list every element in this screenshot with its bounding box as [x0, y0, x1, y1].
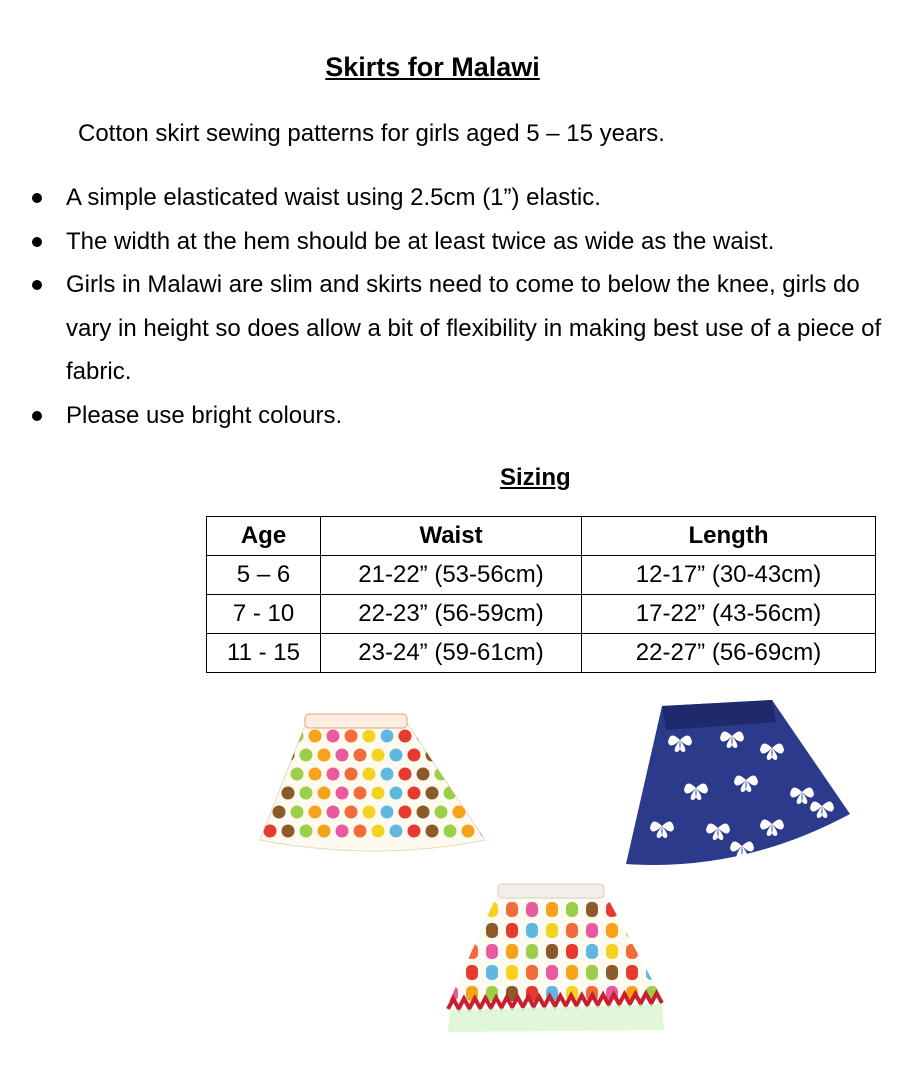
owl-motif	[446, 965, 458, 980]
polka-dot	[363, 730, 376, 743]
polka-dot	[471, 768, 484, 781]
document-title: Skirts for Malawi	[325, 52, 540, 82]
owl-motif	[626, 923, 638, 938]
bullet-text: Girls in Malawi are slim and skirts need to come to below the knee, girls do vary in height so does allow a bit of flexibility in making best use of a piece of fabric.	[66, 271, 882, 385]
polka-dot	[480, 749, 491, 762]
owl-motif	[486, 965, 498, 980]
owl-motif	[466, 902, 478, 917]
owl-motif	[446, 944, 458, 959]
polka-dot	[480, 787, 491, 800]
owl-motif	[566, 965, 578, 980]
polka-dot	[318, 825, 331, 838]
polka-dot	[309, 806, 322, 819]
owl-motif	[586, 902, 598, 917]
polka-dot	[291, 730, 304, 743]
polka-dot	[363, 768, 376, 781]
owl-motif	[626, 944, 638, 959]
polka-dot	[462, 787, 475, 800]
polka-dot	[354, 825, 367, 838]
polka-dot	[291, 768, 304, 781]
bullet-icon	[32, 280, 42, 290]
bullet-text: A simple elasticated waist using 2.5cm (1”) elastic.	[66, 184, 601, 211]
polka-dot-skirt-image	[255, 712, 490, 862]
owl-motif	[626, 902, 638, 917]
polka-dot	[453, 768, 466, 781]
owl-motif	[566, 902, 578, 917]
table-row	[207, 634, 876, 673]
list-item	[30, 394, 890, 438]
polka-dot	[309, 730, 322, 743]
owl-motif	[586, 923, 598, 938]
owl-motif	[606, 923, 618, 938]
polka-dot	[300, 825, 313, 838]
polka-dot	[390, 787, 403, 800]
owl-motif	[446, 923, 458, 938]
bullet-icon	[32, 411, 42, 421]
polka-dot	[399, 806, 412, 819]
owl-motif	[526, 944, 538, 959]
cell-waist: 23-24” (59-61cm)	[321, 634, 582, 673]
sizing-table	[206, 516, 876, 673]
table-header-row	[207, 517, 876, 556]
owl-motif	[486, 923, 498, 938]
polka-dot	[273, 806, 286, 819]
polka-dot	[327, 768, 340, 781]
owl-motif	[466, 965, 478, 980]
polka-dot	[408, 787, 421, 800]
owl-print-skirt-image	[440, 880, 670, 1035]
cell-age: 7 - 10	[207, 595, 321, 634]
polka-dot	[471, 806, 484, 819]
owl-motif	[626, 965, 638, 980]
owl-motif	[566, 923, 578, 938]
polka-dot	[291, 806, 304, 819]
owl-motif	[526, 923, 538, 938]
polka-dot	[327, 730, 340, 743]
owl-motif	[526, 902, 538, 917]
list-item	[30, 176, 890, 220]
table-row	[207, 595, 876, 634]
owl-motif	[506, 965, 518, 980]
owl-motif	[606, 965, 618, 980]
polka-dot	[336, 787, 349, 800]
polka-dot	[345, 806, 358, 819]
polka-dot	[426, 749, 439, 762]
polka-dot	[336, 825, 349, 838]
owl-motif	[486, 944, 498, 959]
owl-motif	[506, 902, 518, 917]
polka-dot	[273, 730, 286, 743]
column-header-age: Age	[207, 517, 321, 556]
owl-motif	[506, 944, 518, 959]
owl-motif	[526, 965, 538, 980]
owl-motif	[506, 923, 518, 938]
cell-waist: 21-22” (53-56cm)	[321, 556, 582, 595]
polka-dot	[462, 749, 475, 762]
cell-age: 5 – 6	[207, 556, 321, 595]
polka-dot	[264, 749, 277, 762]
owl-motif	[606, 944, 618, 959]
polka-dot	[444, 749, 457, 762]
polka-dot	[255, 806, 268, 819]
owl-motif	[466, 923, 478, 938]
polka-dot	[435, 806, 448, 819]
polka-dot	[381, 806, 394, 819]
bullet-icon	[32, 237, 42, 247]
polka-dot	[390, 749, 403, 762]
polka-dot	[255, 730, 268, 743]
bullet-text: The width at the hem should be at least twice as wide as the waist.	[66, 227, 775, 255]
polka-dot	[444, 825, 457, 838]
polka-dot	[354, 787, 367, 800]
owl-motif	[606, 902, 618, 917]
polka-dot	[381, 768, 394, 781]
list-item	[30, 220, 890, 264]
polka-dot	[372, 749, 385, 762]
owl-motif	[646, 923, 658, 938]
polka-dot	[282, 749, 295, 762]
owl-motif	[546, 923, 558, 938]
cell-age: 11 - 15	[207, 634, 321, 673]
sizing-heading: Sizing	[500, 464, 571, 491]
column-header-waist: Waist	[321, 517, 582, 556]
polka-dot	[435, 730, 448, 743]
polka-dot	[318, 787, 331, 800]
polka-dot	[336, 749, 349, 762]
cell-length: 12-17” (30-43cm)	[582, 556, 876, 595]
list-item	[30, 263, 890, 394]
owl-motif	[566, 944, 578, 959]
polka-dot	[426, 825, 439, 838]
owl-motif	[546, 944, 558, 959]
polka-dot	[381, 730, 394, 743]
polka-dot	[300, 787, 313, 800]
owl-motif	[646, 965, 658, 980]
polka-dot	[444, 787, 457, 800]
polka-dot	[300, 749, 313, 762]
polka-dot	[408, 749, 421, 762]
polka-dot	[417, 768, 430, 781]
owl-motif	[586, 965, 598, 980]
polka-dot	[345, 768, 358, 781]
owl-motif	[646, 944, 658, 959]
owl-motif	[546, 902, 558, 917]
polka-dot	[390, 825, 403, 838]
polka-dot	[318, 749, 331, 762]
polka-dot	[417, 806, 430, 819]
owl-motif	[486, 902, 498, 917]
polka-dot	[255, 768, 268, 781]
table-row	[207, 556, 876, 595]
polka-dot	[309, 768, 322, 781]
bullet-icon	[32, 193, 42, 203]
butterfly-skirt-image	[622, 696, 854, 871]
owl-motif	[446, 902, 458, 917]
polka-dot	[282, 787, 295, 800]
cell-waist: 22-23” (56-59cm)	[321, 595, 582, 634]
polka-dot	[399, 768, 412, 781]
owl-motif	[466, 944, 478, 959]
polka-dot	[417, 730, 430, 743]
polka-dot	[471, 730, 484, 743]
polka-dot	[399, 730, 412, 743]
polka-dot	[264, 825, 277, 838]
polka-dot	[363, 806, 376, 819]
polka-dot	[462, 825, 475, 838]
polka-dot	[435, 768, 448, 781]
cell-length: 17-22” (43-56cm)	[582, 595, 876, 634]
polka-dot	[372, 825, 385, 838]
requirements-list	[30, 176, 890, 437]
document-subtitle: Cotton skirt sewing patterns for girls aged 5 – 15 years.	[78, 120, 665, 147]
column-header-length: Length	[582, 517, 876, 556]
cell-length: 22-27” (56-69cm)	[582, 634, 876, 673]
owl-motif	[586, 944, 598, 959]
polka-dot	[345, 730, 358, 743]
polka-dot	[372, 787, 385, 800]
owl-motif	[646, 902, 658, 917]
polka-dot	[327, 806, 340, 819]
polka-dot	[282, 825, 295, 838]
polka-dot	[453, 730, 466, 743]
owl-motif	[546, 965, 558, 980]
polka-dot	[354, 749, 367, 762]
bullet-text: Please use bright colours.	[66, 401, 343, 429]
polka-dot	[408, 825, 421, 838]
polka-dot	[264, 787, 277, 800]
polka-dot	[426, 787, 439, 800]
